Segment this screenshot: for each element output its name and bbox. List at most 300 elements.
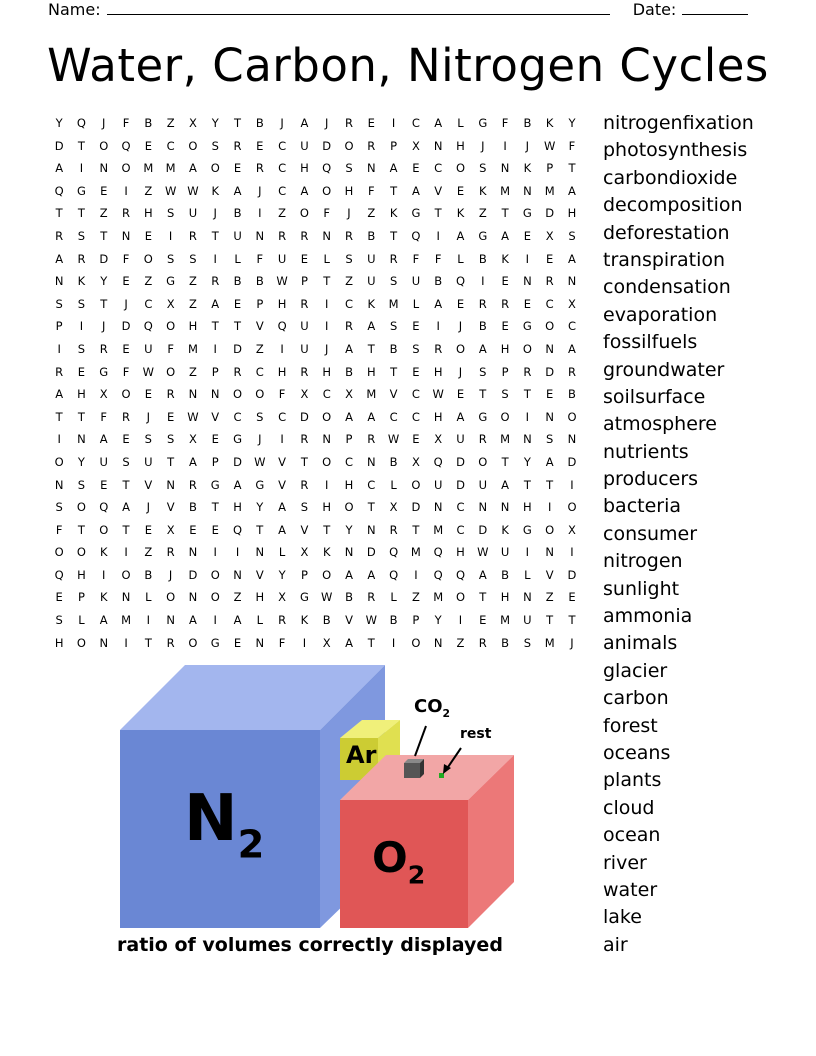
grid-letter[interactable]: I <box>391 635 396 650</box>
grid-letter[interactable]: W <box>387 432 400 447</box>
grid-letter[interactable]: K <box>99 545 108 560</box>
grid-letter[interactable]: P <box>256 296 264 311</box>
grid-letter[interactable]: P <box>300 274 308 289</box>
grid-letter[interactable]: R <box>300 432 309 447</box>
grid-letter[interactable]: B <box>478 319 487 334</box>
grid-letter[interactable]: H <box>77 567 86 582</box>
grid-letter[interactable]: E <box>479 613 487 628</box>
grid-letter[interactable]: A <box>278 500 287 515</box>
grid-letter[interactable]: T <box>234 116 242 130</box>
grid-letter[interactable]: E <box>144 522 152 537</box>
grid-letter[interactable]: M <box>433 590 444 605</box>
grid-letter[interactable]: Z <box>188 296 197 311</box>
grid-letter[interactable]: I <box>235 545 240 560</box>
grid-letter[interactable]: Q <box>433 567 443 582</box>
grid-letter[interactable]: C <box>278 161 287 176</box>
grid-letter[interactable]: T <box>390 364 398 379</box>
grid-letter[interactable]: R <box>300 364 309 379</box>
grid-letter[interactable]: B <box>367 228 376 243</box>
grid-letter[interactable]: O <box>455 341 466 356</box>
grid-letter[interactable]: P <box>55 319 63 334</box>
grid-letter[interactable]: Q <box>322 161 332 176</box>
grid-letter[interactable]: A <box>456 409 465 424</box>
grid-letter[interactable]: B <box>144 567 153 582</box>
grid-letter[interactable]: A <box>300 183 309 198</box>
grid-letter[interactable]: K <box>211 183 219 198</box>
grid-letter[interactable]: O <box>545 522 555 537</box>
grid-letter[interactable]: E <box>412 161 420 176</box>
grid-letter[interactable]: G <box>255 477 265 492</box>
grid-letter[interactable]: V <box>255 567 264 582</box>
grid-letter[interactable]: I <box>525 251 530 266</box>
grid-letter[interactable]: O <box>166 319 176 334</box>
grid-letter[interactable]: T <box>367 500 375 515</box>
grid-letter[interactable]: A <box>345 409 353 424</box>
grid-letter[interactable]: C <box>456 522 465 537</box>
grid-letter[interactable]: U <box>300 138 309 153</box>
grid-letter[interactable]: T <box>479 387 487 402</box>
grid-letter[interactable]: H <box>322 364 332 379</box>
grid-letter[interactable]: Z <box>166 116 175 130</box>
grid-letter[interactable]: T <box>434 206 442 221</box>
grid-letter[interactable]: Q <box>143 319 153 334</box>
grid-letter[interactable]: L <box>278 545 286 560</box>
grid-letter[interactable]: T <box>501 454 509 469</box>
grid-letter[interactable]: D <box>456 477 465 492</box>
grid-letter[interactable]: N <box>121 590 131 605</box>
grid-letter[interactable]: R <box>367 590 376 605</box>
grid-letter[interactable]: N <box>99 635 109 650</box>
grid-letter[interactable]: H <box>433 409 443 424</box>
grid-letter[interactable]: V <box>144 477 153 492</box>
grid-letter[interactable]: X <box>99 387 108 402</box>
grid-letter[interactable]: Y <box>211 116 219 130</box>
grid-letter[interactable]: M <box>500 613 511 628</box>
grid-letter[interactable]: A <box>345 635 353 650</box>
grid-letter[interactable]: F <box>256 251 264 266</box>
grid-letter[interactable]: L <box>457 251 464 266</box>
grid-letter[interactable]: Q <box>54 183 64 198</box>
grid-letter[interactable]: W <box>254 454 266 469</box>
grid-letter[interactable]: O <box>188 635 198 650</box>
grid-letter[interactable]: L <box>457 116 464 130</box>
grid-letter[interactable]: R <box>523 364 532 379</box>
grid-letter[interactable]: E <box>122 274 130 289</box>
grid-letter[interactable]: N <box>255 635 265 650</box>
grid-letter[interactable]: S <box>501 387 509 402</box>
grid-letter[interactable]: R <box>233 364 242 379</box>
grid-letter[interactable]: K <box>300 613 309 628</box>
grid-letter[interactable]: B <box>523 116 532 130</box>
grid-letter[interactable]: O <box>299 206 309 221</box>
grid-letter[interactable]: G <box>99 364 109 379</box>
grid-letter[interactable]: M <box>500 432 511 447</box>
grid-letter[interactable]: P <box>211 364 219 379</box>
grid-letter[interactable]: E <box>211 522 219 537</box>
grid-letter[interactable]: C <box>344 454 354 469</box>
grid-letter[interactable]: N <box>210 387 220 402</box>
grid-letter[interactable]: N <box>233 567 242 582</box>
grid-letter[interactable]: C <box>434 161 443 176</box>
grid-letter[interactable]: E <box>501 274 509 289</box>
grid-letter[interactable]: G <box>522 522 532 537</box>
grid-letter[interactable]: I <box>79 161 84 176</box>
grid-letter[interactable]: N <box>523 183 532 198</box>
grid-letter[interactable]: A <box>568 341 576 356</box>
grid-letter[interactable]: Z <box>255 341 264 356</box>
grid-letter[interactable]: T <box>300 454 308 469</box>
grid-letter[interactable]: N <box>500 161 510 176</box>
grid-letter[interactable]: I <box>302 635 307 650</box>
grid-letter[interactable]: E <box>144 138 152 153</box>
grid-letter[interactable]: W <box>432 387 444 402</box>
grid-letter[interactable]: S <box>523 635 532 650</box>
grid-letter[interactable]: C <box>166 138 175 153</box>
grid-letter[interactable]: Z <box>278 206 287 221</box>
grid-letter[interactable]: O <box>210 590 220 605</box>
grid-letter[interactable]: I <box>325 319 329 334</box>
grid-letter[interactable]: P <box>501 364 509 379</box>
name-blank-line[interactable] <box>107 0 610 15</box>
grid-letter[interactable]: B <box>501 567 510 582</box>
grid-letter[interactable]: I <box>525 545 530 560</box>
grid-letter[interactable]: E <box>122 341 130 356</box>
grid-letter[interactable]: V <box>166 500 175 515</box>
grid-letter[interactable]: A <box>478 341 487 356</box>
grid-letter[interactable]: H <box>255 590 265 605</box>
grid-letter[interactable]: X <box>389 500 398 515</box>
grid-letter[interactable]: C <box>456 500 465 515</box>
grid-letter[interactable]: R <box>300 296 309 311</box>
grid-letter[interactable]: K <box>523 161 532 176</box>
grid-letter[interactable]: N <box>255 228 265 243</box>
grid-letter[interactable]: A <box>99 432 108 447</box>
grid-letter[interactable]: O <box>121 567 131 582</box>
grid-letter[interactable]: T <box>211 500 219 515</box>
grid-letter[interactable]: A <box>501 228 510 243</box>
grid-letter[interactable]: C <box>367 477 376 492</box>
grid-letter[interactable]: E <box>546 251 554 266</box>
grid-letter[interactable]: A <box>233 183 242 198</box>
grid-letter[interactable]: N <box>433 500 443 515</box>
grid-letter[interactable]: O <box>255 387 265 402</box>
grid-letter[interactable]: J <box>146 500 151 515</box>
grid-letter[interactable]: I <box>102 567 106 582</box>
grid-letter[interactable]: Z <box>345 274 353 289</box>
grid-letter[interactable]: I <box>325 477 329 492</box>
grid-letter[interactable]: A <box>211 296 220 311</box>
grid-letter[interactable]: Z <box>456 635 465 650</box>
grid-letter[interactable]: E <box>546 387 554 402</box>
grid-letter[interactable]: T <box>77 206 85 221</box>
grid-letter[interactable]: I <box>213 613 217 628</box>
grid-letter[interactable]: H <box>344 477 354 492</box>
grid-letter[interactable]: O <box>76 500 86 515</box>
grid-letter[interactable]: O <box>99 138 109 153</box>
grid-letter[interactable]: M <box>433 522 444 537</box>
grid-letter[interactable]: W <box>477 545 489 560</box>
grid-letter[interactable]: T <box>122 522 130 537</box>
grid-letter[interactable]: O <box>166 364 176 379</box>
grid-letter[interactable]: H <box>456 545 465 560</box>
grid-letter[interactable]: P <box>412 613 420 628</box>
grid-letter[interactable]: M <box>143 161 154 176</box>
grid-letter[interactable]: X <box>434 432 443 447</box>
grid-letter[interactable]: O <box>344 138 354 153</box>
grid-letter[interactable]: M <box>388 296 399 311</box>
grid-letter[interactable]: C <box>411 387 420 402</box>
grid-letter[interactable]: S <box>256 409 264 424</box>
grid-letter[interactable]: Z <box>233 590 242 605</box>
grid-letter[interactable]: I <box>57 341 61 356</box>
grid-letter[interactable]: F <box>278 387 286 402</box>
grid-letter[interactable]: A <box>367 319 376 334</box>
grid-letter[interactable]: X <box>568 296 576 311</box>
grid-letter[interactable]: B <box>233 206 242 221</box>
grid-letter[interactable]: N <box>54 477 64 492</box>
grid-letter[interactable]: P <box>390 138 398 153</box>
grid-letter[interactable]: R <box>122 206 131 221</box>
grid-letter[interactable]: D <box>456 454 465 469</box>
grid-letter[interactable]: S <box>166 251 175 266</box>
grid-letter[interactable]: R <box>567 364 576 379</box>
grid-letter[interactable]: U <box>478 477 487 492</box>
grid-letter[interactable]: S <box>122 454 130 469</box>
grid-letter[interactable]: R <box>478 635 487 650</box>
grid-letter[interactable]: O <box>166 590 176 605</box>
grid-letter[interactable]: T <box>390 228 398 243</box>
grid-letter[interactable]: R <box>166 387 175 402</box>
grid-letter[interactable]: F <box>323 206 331 221</box>
grid-letter[interactable]: T <box>55 206 63 221</box>
grid-letter[interactable]: D <box>299 409 309 424</box>
grid-letter[interactable]: T <box>234 319 242 334</box>
grid-letter[interactable]: N <box>322 228 332 243</box>
grid-letter[interactable]: O <box>210 161 220 176</box>
grid-letter[interactable]: Q <box>389 567 399 582</box>
grid-letter[interactable]: S <box>166 206 175 221</box>
grid-letter[interactable]: I <box>280 432 284 447</box>
grid-letter[interactable]: E <box>456 183 465 198</box>
grid-letter[interactable]: L <box>323 251 330 266</box>
grid-letter[interactable]: R <box>345 319 353 334</box>
grid-letter[interactable]: T <box>523 477 531 492</box>
grid-letter[interactable]: T <box>77 409 85 424</box>
grid-letter[interactable]: C <box>322 387 331 402</box>
grid-letter[interactable]: B <box>255 274 264 289</box>
grid-letter[interactable]: S <box>389 319 398 334</box>
grid-letter[interactable]: X <box>300 545 309 560</box>
grid-letter[interactable]: W <box>276 274 288 289</box>
grid-letter[interactable]: Z <box>367 206 376 221</box>
grid-letter[interactable]: A <box>367 409 376 424</box>
grid-letter[interactable]: K <box>77 274 86 289</box>
grid-letter[interactable]: H <box>500 590 510 605</box>
grid-letter[interactable]: O <box>143 251 153 266</box>
grid-letter[interactable]: J <box>481 138 485 153</box>
grid-letter[interactable]: M <box>500 183 511 198</box>
grid-letter[interactable]: E <box>144 228 152 243</box>
grid-letter[interactable]: J <box>258 183 262 198</box>
grid-letter[interactable]: L <box>390 590 397 605</box>
grid-letter[interactable]: Y <box>77 454 85 469</box>
grid-letter[interactable]: D <box>545 206 555 221</box>
grid-letter[interactable]: O <box>121 161 131 176</box>
grid-letter[interactable]: E <box>300 251 309 266</box>
grid-letter[interactable]: I <box>391 116 396 130</box>
grid-letter[interactable]: Q <box>433 545 443 560</box>
grid-letter[interactable]: I <box>458 613 463 628</box>
grid-letter[interactable]: A <box>345 341 353 356</box>
grid-letter[interactable]: C <box>389 409 398 424</box>
grid-letter[interactable]: J <box>124 296 128 311</box>
grid-letter[interactable]: F <box>122 116 130 130</box>
grid-letter[interactable]: O <box>522 341 532 356</box>
grid-letter[interactable]: Y <box>345 522 353 537</box>
grid-letter[interactable]: S <box>55 296 63 311</box>
grid-letter[interactable]: I <box>280 341 284 356</box>
grid-letter[interactable]: X <box>188 432 197 447</box>
grid-letter[interactable]: U <box>144 454 153 469</box>
grid-letter[interactable]: F <box>122 364 130 379</box>
grid-letter[interactable]: A <box>411 183 420 198</box>
grid-letter[interactable]: X <box>411 138 420 153</box>
grid-letter[interactable]: O <box>478 454 488 469</box>
grid-letter[interactable]: J <box>325 116 329 130</box>
grid-letter[interactable]: Z <box>144 183 153 198</box>
grid-letter[interactable]: Z <box>99 206 108 221</box>
grid-letter[interactable]: Y <box>256 500 264 515</box>
grid-letter[interactable]: T <box>211 319 219 334</box>
grid-letter[interactable]: G <box>478 116 488 130</box>
grid-letter[interactable]: E <box>412 364 420 379</box>
grid-letter[interactable]: C <box>144 296 153 311</box>
grid-letter[interactable]: U <box>456 432 465 447</box>
grid-letter[interactable]: E <box>456 387 465 402</box>
grid-letter[interactable]: J <box>168 567 173 582</box>
grid-letter[interactable]: A <box>568 251 576 266</box>
grid-letter[interactable]: Q <box>411 228 421 243</box>
grid-letter[interactable]: D <box>411 500 421 515</box>
grid-letter[interactable]: T <box>367 341 375 356</box>
grid-letter[interactable]: A <box>568 183 576 198</box>
grid-letter[interactable]: M <box>544 635 555 650</box>
grid-letter[interactable]: I <box>79 319 84 334</box>
grid-letter[interactable]: A <box>188 454 197 469</box>
grid-letter[interactable]: N <box>367 454 376 469</box>
grid-letter[interactable]: S <box>77 296 86 311</box>
grid-letter[interactable]: G <box>522 319 532 334</box>
grid-letter[interactable]: H <box>366 364 376 379</box>
grid-letter[interactable]: I <box>570 477 574 492</box>
grid-letter[interactable]: B <box>389 341 398 356</box>
grid-letter[interactable]: X <box>188 116 197 130</box>
grid-letter[interactable]: X <box>345 387 353 402</box>
grid-letter[interactable]: R <box>545 274 554 289</box>
grid-letter[interactable]: U <box>300 341 309 356</box>
grid-letter[interactable]: A <box>233 613 242 628</box>
grid-letter[interactable]: R <box>434 341 443 356</box>
grid-letter[interactable]: I <box>124 545 128 560</box>
grid-letter[interactable]: Q <box>433 454 443 469</box>
grid-letter[interactable]: S <box>345 161 353 176</box>
grid-letter[interactable]: E <box>100 477 108 492</box>
grid-letter[interactable]: I <box>124 635 128 650</box>
grid-letter[interactable]: A <box>434 296 443 311</box>
grid-letter[interactable]: E <box>144 387 152 402</box>
grid-letter[interactable]: D <box>188 567 198 582</box>
grid-letter[interactable]: E <box>456 296 465 311</box>
grid-letter[interactable]: T <box>523 387 531 402</box>
grid-letter[interactable]: S <box>300 500 309 515</box>
grid-letter[interactable]: U <box>433 477 443 492</box>
grid-letter[interactable]: D <box>99 251 109 266</box>
grid-letter[interactable]: R <box>278 613 287 628</box>
grid-letter[interactable]: T <box>568 613 576 628</box>
grid-letter[interactable]: I <box>436 319 440 334</box>
grid-letter[interactable]: R <box>166 545 175 560</box>
grid-letter[interactable]: K <box>322 545 331 560</box>
grid-letter[interactable]: F <box>55 522 63 537</box>
grid-letter[interactable]: E <box>189 522 197 537</box>
grid-letter[interactable]: O <box>322 183 332 198</box>
grid-letter[interactable]: B <box>345 590 353 605</box>
grid-letter[interactable]: T <box>256 522 264 537</box>
grid-letter[interactable]: U <box>300 319 309 334</box>
grid-letter[interactable]: Z <box>144 545 153 560</box>
grid-letter[interactable]: N <box>545 341 554 356</box>
grid-letter[interactable]: P <box>345 432 353 447</box>
grid-letter[interactable]: D <box>366 545 376 560</box>
grid-letter[interactable]: I <box>525 409 530 424</box>
grid-letter[interactable]: R <box>166 635 175 650</box>
grid-letter[interactable]: H <box>567 206 577 221</box>
grid-letter[interactable]: S <box>77 228 86 243</box>
grid-letter[interactable]: O <box>76 635 86 650</box>
grid-letter[interactable]: H <box>277 296 287 311</box>
grid-letter[interactable]: H <box>322 500 332 515</box>
grid-letter[interactable]: U <box>367 251 376 266</box>
grid-letter[interactable]: V <box>300 522 309 537</box>
grid-letter[interactable]: E <box>256 138 264 153</box>
grid-letter[interactable]: M <box>121 613 131 628</box>
grid-letter[interactable]: Z <box>188 274 197 289</box>
grid-letter[interactable]: I <box>213 341 217 356</box>
grid-letter[interactable]: B <box>233 274 242 289</box>
grid-letter[interactable]: R <box>188 228 197 243</box>
grid-letter[interactable]: O <box>344 500 354 515</box>
grid-letter[interactable]: A <box>55 251 64 266</box>
grid-letter[interactable]: C <box>567 319 576 334</box>
grid-letter[interactable]: K <box>367 296 376 311</box>
grid-letter[interactable]: N <box>545 409 554 424</box>
grid-letter[interactable]: N <box>478 500 488 515</box>
grid-letter[interactable]: T <box>546 613 554 628</box>
grid-letter[interactable]: T <box>144 635 152 650</box>
grid-letter[interactable]: A <box>55 387 64 402</box>
grid-letter[interactable]: E <box>523 296 532 311</box>
grid-letter[interactable]: O <box>545 319 555 334</box>
grid-letter[interactable]: I <box>436 228 440 243</box>
grid-letter[interactable]: L <box>390 477 397 492</box>
grid-letter[interactable]: W <box>187 409 199 424</box>
grid-letter[interactable]: J <box>347 206 351 221</box>
grid-letter[interactable]: E <box>501 319 509 334</box>
grid-letter[interactable]: W <box>164 183 177 198</box>
grid-letter[interactable]: B <box>255 116 264 130</box>
grid-letter[interactable]: R <box>478 432 487 447</box>
grid-letter[interactable]: D <box>121 319 131 334</box>
